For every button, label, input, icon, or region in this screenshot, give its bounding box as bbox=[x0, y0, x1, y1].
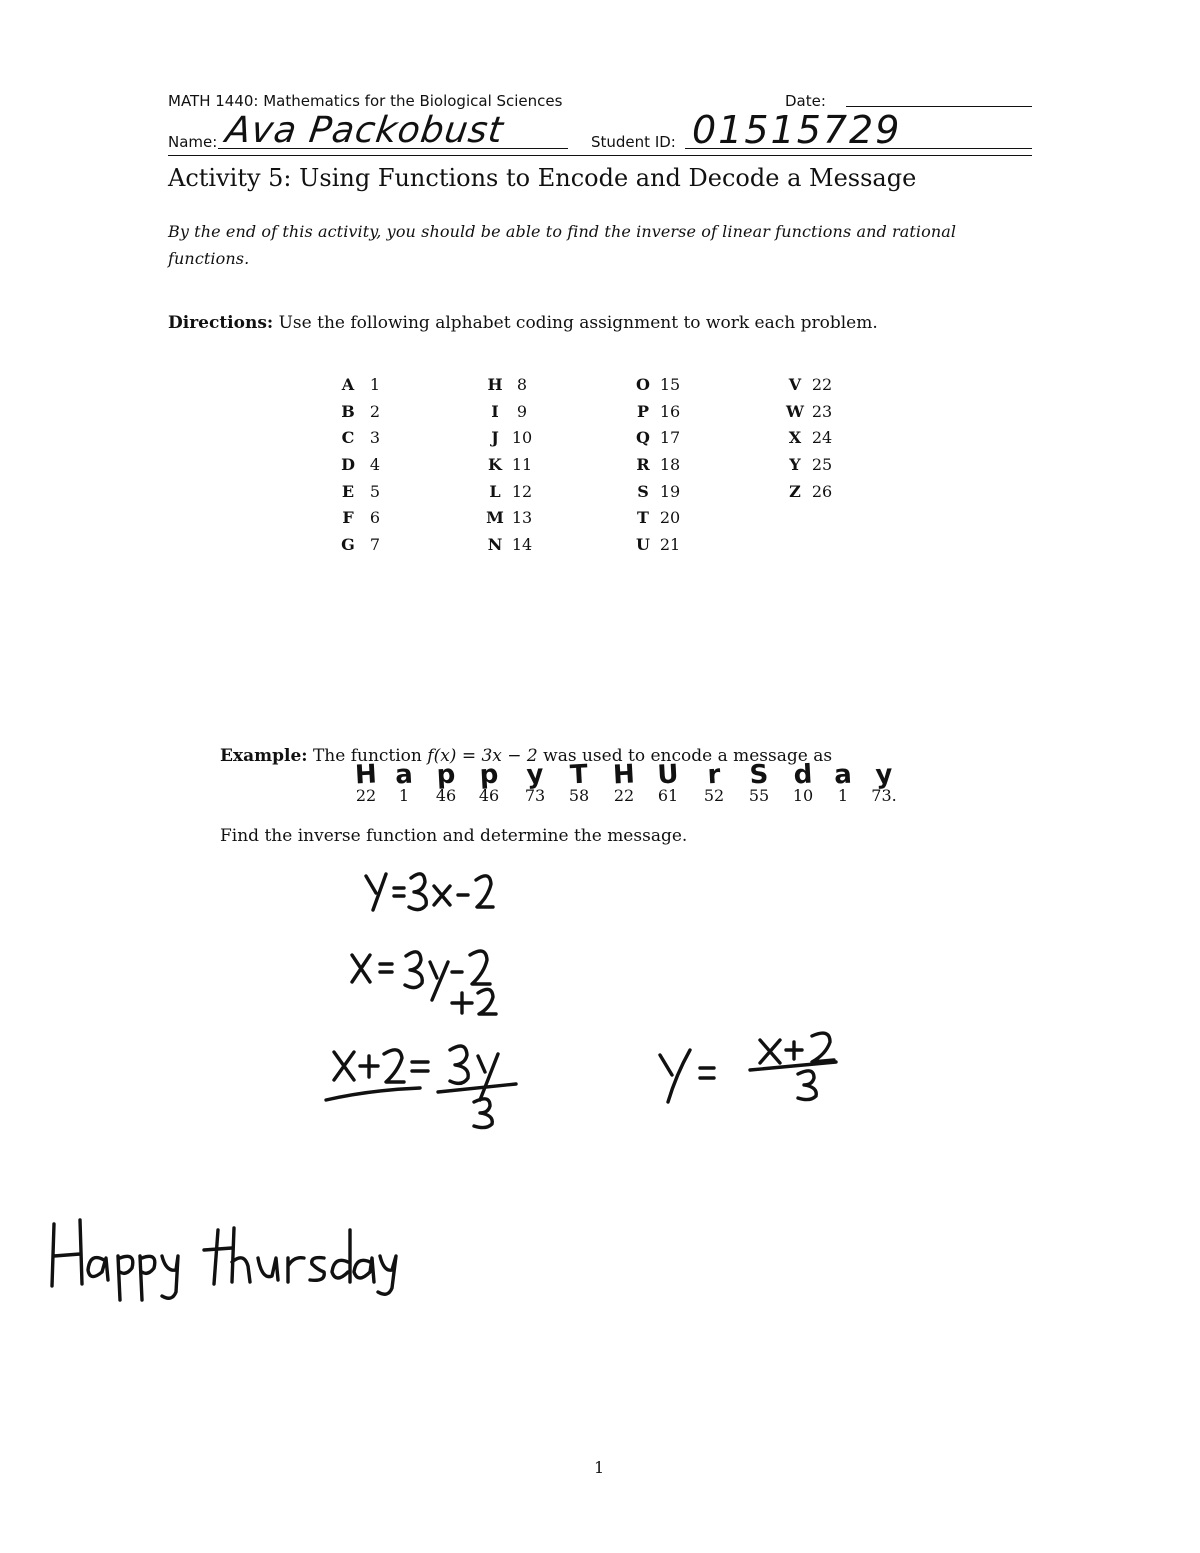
alphabet-number: 26 bbox=[811, 481, 833, 501]
handwritten-answer bbox=[52, 1220, 396, 1300]
alphabet-letter: N bbox=[487, 535, 503, 555]
encoded-number: 52 bbox=[703, 786, 725, 805]
alphabet-letter: F bbox=[342, 508, 354, 528]
name-label: Name: bbox=[168, 133, 218, 151]
alphabet-letter: W bbox=[786, 401, 804, 421]
encoded-number: 10 bbox=[792, 786, 814, 805]
decoded-letter: S bbox=[748, 759, 770, 791]
alphabet-number: 3 bbox=[369, 428, 381, 448]
alphabet-number: 7 bbox=[369, 535, 381, 555]
encoded-number: 1 bbox=[837, 786, 849, 805]
alphabet-number: 5 bbox=[369, 481, 381, 501]
alphabet-number: 21 bbox=[659, 535, 681, 555]
alphabet-number: 19 bbox=[659, 481, 681, 501]
alphabet-number: 16 bbox=[659, 401, 681, 421]
alphabet-letter: B bbox=[341, 401, 355, 421]
alphabet-letter: P bbox=[636, 401, 650, 421]
alphabet-number: 6 bbox=[369, 508, 381, 528]
alphabet-letter: H bbox=[487, 375, 503, 394]
alphabet-letter: D bbox=[341, 455, 355, 475]
example-label: Example: bbox=[220, 746, 308, 766]
alphabet-letter: M bbox=[486, 508, 504, 528]
encoded-number: 55 bbox=[748, 786, 770, 805]
encoded-number: 46 bbox=[435, 786, 457, 805]
encoded-number: 22 bbox=[613, 786, 635, 805]
encoded-number: 61 bbox=[657, 786, 679, 805]
alphabet-number: 23 bbox=[811, 401, 833, 421]
encoded-number: 1 bbox=[398, 786, 410, 805]
alphabet-number: 2 bbox=[369, 401, 381, 421]
work-line-1-text bbox=[0, 0, 1, 1]
activity-title: Activity 5: Using Functions to Encode and Decode a Message bbox=[168, 164, 917, 192]
alphabet-letter: V bbox=[788, 375, 802, 394]
decoded-letter: H bbox=[354, 759, 378, 791]
alphabet-number: 24 bbox=[811, 428, 833, 448]
decoded-letter: d bbox=[792, 759, 814, 791]
alphabet-letter: Z bbox=[789, 481, 801, 501]
encoded-number: 73. bbox=[871, 786, 897, 805]
alphabet-number: 4 bbox=[369, 455, 381, 475]
alphabet-number: 9 bbox=[516, 401, 528, 421]
decoded-letter: r bbox=[706, 759, 722, 791]
page-number: 1 bbox=[594, 1458, 605, 1477]
alphabet-number: 10 bbox=[511, 428, 533, 448]
encoded-number: 58 bbox=[568, 786, 590, 805]
encoded-number: 22 bbox=[355, 786, 377, 805]
alphabet-letter: C bbox=[341, 428, 355, 448]
work-line-2 bbox=[352, 951, 496, 1014]
alphabet-number: 18 bbox=[659, 455, 681, 475]
example-text-post: was used to encode a message as bbox=[537, 746, 833, 766]
alphabet-letter: E bbox=[341, 481, 355, 501]
course-title: MATH 1440: Mathematics for the Biological Sciences bbox=[168, 92, 563, 110]
decoded-letter: T bbox=[569, 759, 589, 791]
encoded-number: 73 bbox=[524, 786, 546, 805]
directions-label: Directions: bbox=[168, 313, 274, 333]
decoded-letter: p bbox=[478, 759, 500, 791]
alphabet-letter: J bbox=[491, 428, 499, 448]
decoded-letter: y bbox=[874, 759, 894, 791]
example-function: f(x) = 3x − 2 bbox=[427, 746, 538, 766]
alphabet-number: 11 bbox=[511, 455, 533, 475]
date-label: Date: bbox=[785, 92, 826, 110]
alphabet-number: 1 bbox=[369, 375, 381, 394]
alphabet-letter: T bbox=[637, 508, 649, 528]
work-result bbox=[660, 1033, 836, 1102]
encoded-number: 46 bbox=[478, 786, 500, 805]
alphabet-letter: R bbox=[636, 455, 650, 475]
alphabet-number: 12 bbox=[511, 481, 533, 501]
alphabet-number: 22 bbox=[811, 375, 833, 394]
decoded-letter: a bbox=[394, 759, 414, 791]
directions-text: Use the following alphabet coding assignment to work each problem. bbox=[278, 313, 878, 333]
alphabet-letter: S bbox=[637, 481, 649, 501]
handwritten-name: Ava Packobust bbox=[223, 110, 507, 151]
alphabet-letter: O bbox=[636, 375, 650, 394]
decoded-letter: p bbox=[435, 759, 457, 791]
decoded-letter: a bbox=[833, 759, 853, 791]
alphabet-letter: Y bbox=[789, 455, 801, 475]
find-instruction: Find the inverse function and determine the message. bbox=[220, 826, 688, 846]
alphabet-letter: A bbox=[341, 375, 355, 394]
decoded-letter: y bbox=[525, 759, 545, 791]
example-text-pre: The function bbox=[312, 746, 428, 766]
decoded-letter: H bbox=[612, 759, 636, 791]
alphabet-number: 14 bbox=[511, 535, 533, 555]
work-line-3 bbox=[326, 1046, 516, 1128]
alphabet-number: 15 bbox=[659, 375, 681, 394]
alphabet-number: 20 bbox=[659, 508, 681, 528]
alphabet-letter: Q bbox=[636, 428, 650, 448]
objective-text: By the end of this activity, you should be able to find the inverse of linear functions and rational functions. bbox=[168, 222, 957, 268]
student-id-label: Student ID: bbox=[591, 133, 676, 151]
alphabet-letter: L bbox=[489, 481, 501, 501]
alphabet-number: 17 bbox=[659, 428, 681, 448]
alphabet-number: 13 bbox=[511, 508, 533, 528]
alphabet-letter: G bbox=[341, 535, 355, 555]
alphabet-number: 8 bbox=[516, 375, 528, 394]
alphabet-letter: K bbox=[488, 455, 502, 475]
decoded-letter: U bbox=[656, 759, 680, 791]
alphabet-number: 25 bbox=[811, 455, 833, 475]
alphabet-letter: X bbox=[788, 428, 802, 448]
work-line-1 bbox=[366, 874, 493, 910]
alphabet-letter: U bbox=[636, 535, 650, 555]
handwritten-student-id: 01515729 bbox=[692, 108, 902, 152]
alphabet-letter: I bbox=[491, 401, 499, 421]
